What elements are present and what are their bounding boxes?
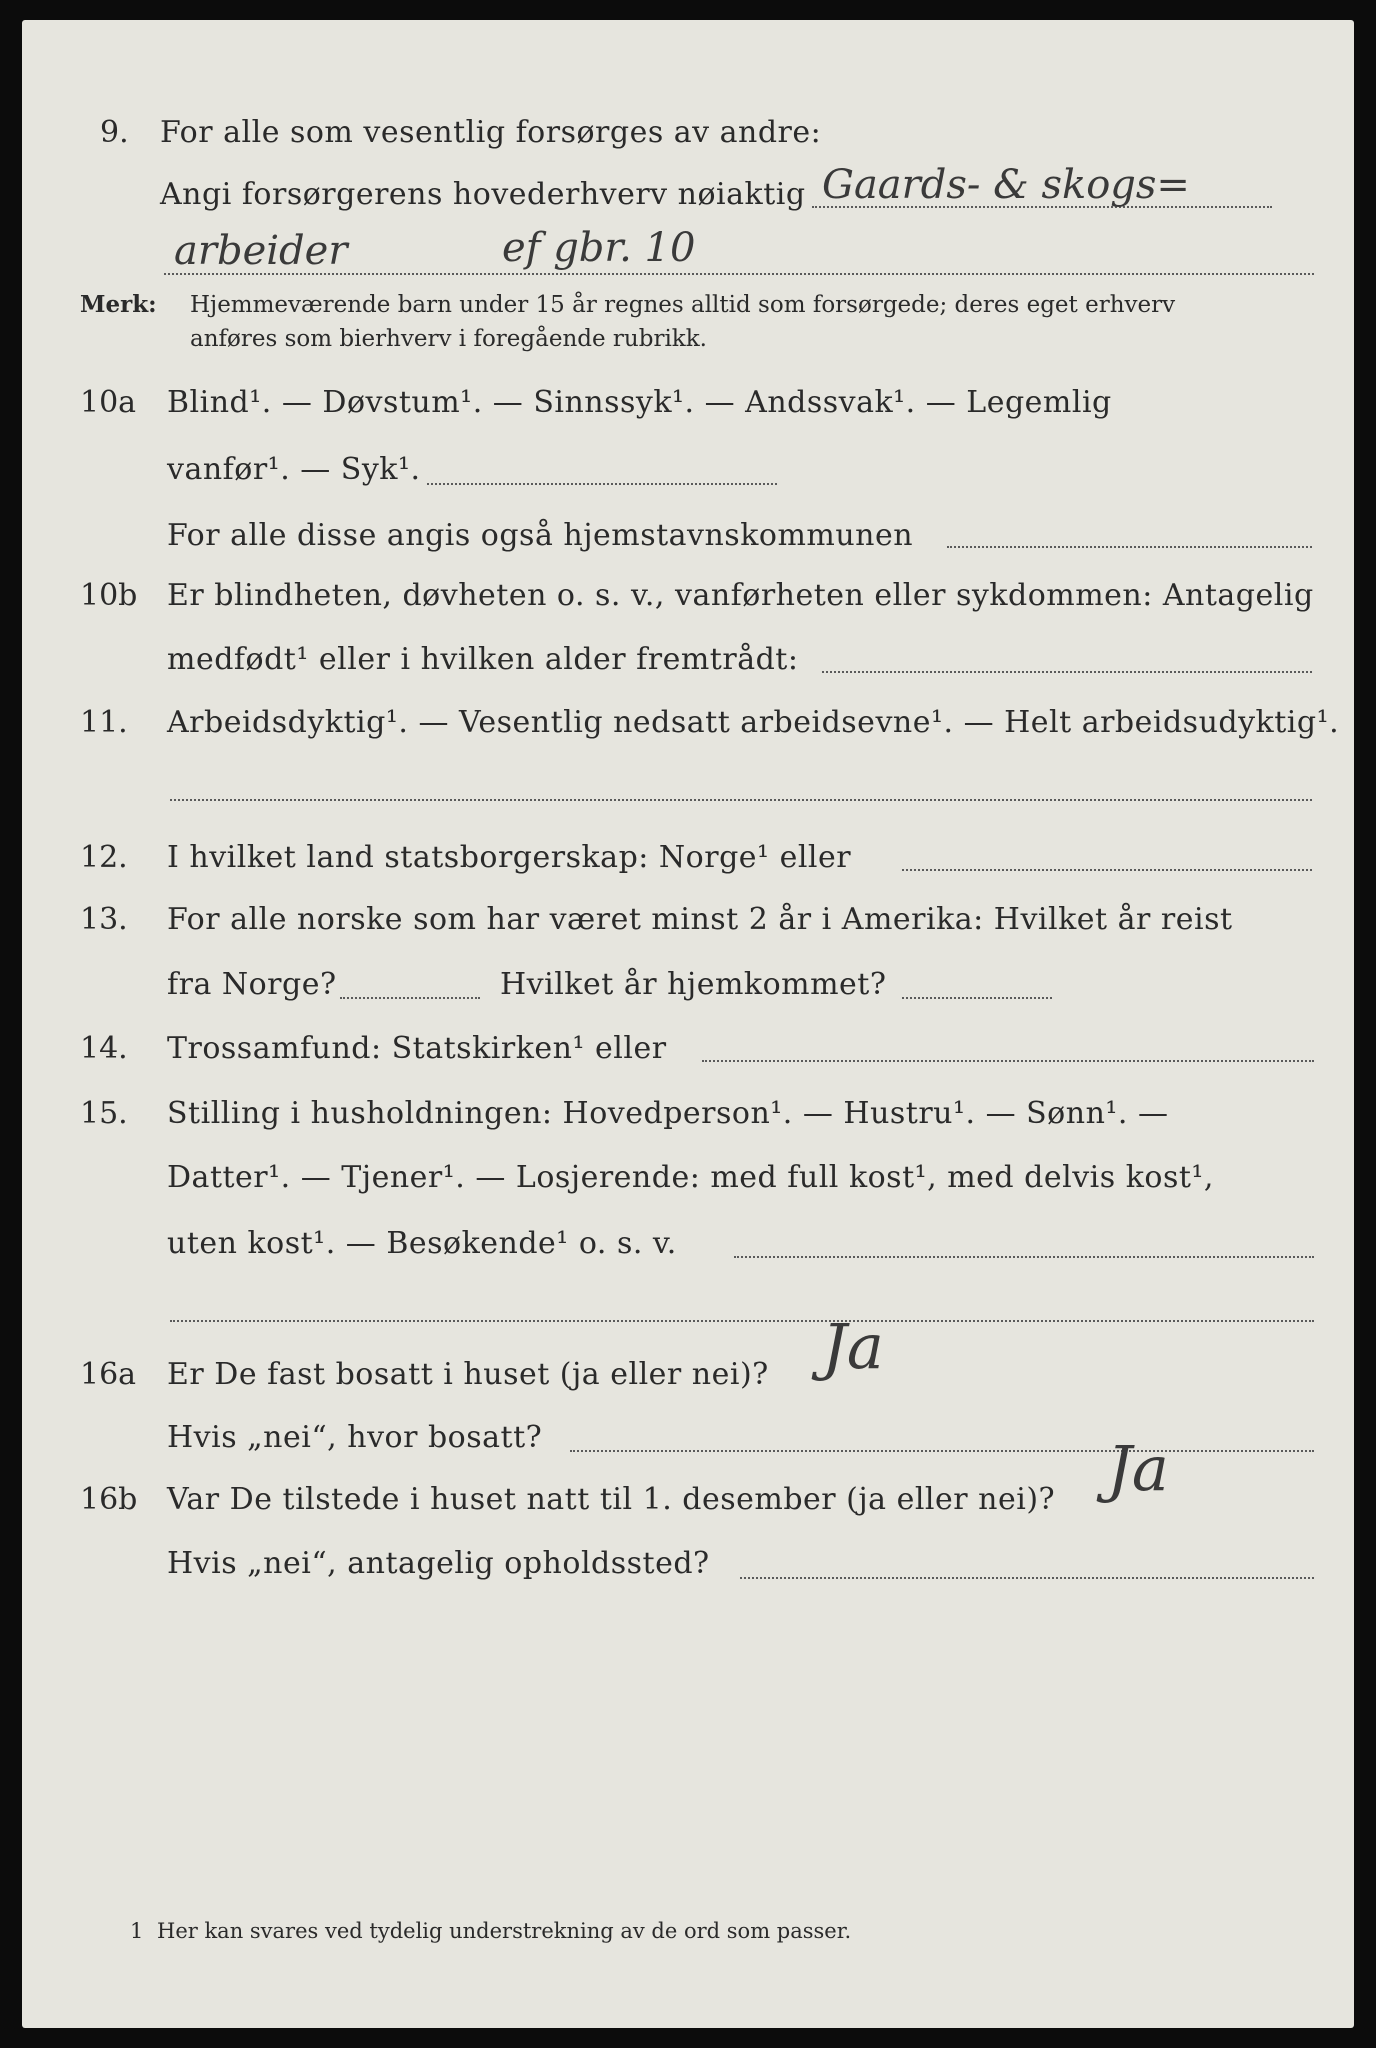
question-10a-answer-line-2 bbox=[947, 546, 1312, 548]
question-9-line-2: Angi forsørgerens hovederhverv nøiaktig bbox=[160, 177, 806, 212]
question-11-line-1: Arbeidsdyktig¹. — Vesentlig nedsatt arbeidsevne¹. — Helt arbeidsudyktig¹. bbox=[167, 705, 1340, 740]
question-9-handwritten-annotation: ef gbr. 10 bbox=[502, 225, 696, 271]
question-15-line-3: uten kost¹. — Besøkende¹ o. s. v. bbox=[167, 1226, 677, 1261]
question-11-answer-line bbox=[170, 799, 1312, 801]
question-9-number: 9. bbox=[100, 115, 129, 150]
note-line-1: Hjemmeværende barn under 15 år regnes alltid som forsørgede; deres eget erhverv bbox=[190, 292, 1176, 318]
question-16a-line-1: Er De fast bosatt i huset (ja eller nei)? bbox=[167, 1357, 769, 1392]
question-13-answer-line-1 bbox=[340, 997, 480, 999]
question-13-line-1: For alle norske som har været minst 2 år i Amerika: Hvilket år reist bbox=[167, 902, 1233, 937]
question-15-line-2: Datter¹. — Tjener¹. — Losjerende: med full kost¹, med delvis kost¹, bbox=[167, 1160, 1214, 1195]
question-16a-number: 16a bbox=[80, 1357, 137, 1392]
question-10a-line-3: For alle disse angis også hjemstavnskommunen bbox=[167, 518, 914, 553]
question-10a-line-2: vanfør¹. — Syk¹. bbox=[167, 452, 421, 487]
question-16b-handwritten-answer: Ja bbox=[1107, 1432, 1169, 1505]
question-15-answer-line-1 bbox=[734, 1256, 1314, 1258]
census-form-page bbox=[22, 20, 1354, 2028]
question-15-line-1: Stilling i husholdningen: Hovedperson¹. — Hustru¹. — Sønn¹. — bbox=[167, 1096, 1169, 1131]
question-15-answer-line-2 bbox=[170, 1320, 1314, 1322]
question-10b-answer-line bbox=[822, 671, 1312, 673]
question-9-line-1: For alle som vesentlig forsørges av andre: bbox=[160, 115, 822, 150]
question-10b-number: 10b bbox=[80, 578, 138, 613]
question-16a-handwritten-answer: Ja bbox=[822, 1310, 884, 1383]
question-16a-answer-line bbox=[570, 1450, 1314, 1452]
question-16b-number: 16b bbox=[80, 1482, 138, 1517]
question-16b-line-2: Hvis „nei“, antagelig opholdssted? bbox=[167, 1546, 710, 1581]
question-9-handwritten-answer-1: Gaards- & skogs= bbox=[822, 162, 1190, 208]
question-16b-line-1: Var De tilstede i huset natt til 1. desember (ja eller nei)? bbox=[167, 1482, 1056, 1517]
note-line-2: anføres som bierhverv i foregående rubrikk. bbox=[190, 326, 707, 352]
question-15-number: 15. bbox=[80, 1096, 128, 1131]
question-11-number: 11. bbox=[80, 705, 128, 740]
question-10a-number: 10a bbox=[80, 385, 137, 420]
question-16b-answer-line bbox=[740, 1577, 1314, 1579]
footnote-text: Her kan svares ved tydelig understrekning av de ord som passer. bbox=[157, 1919, 852, 1943]
question-10a-answer-line-1 bbox=[427, 483, 777, 485]
question-12-answer-line bbox=[902, 869, 1312, 871]
question-14-line-1: Trossamfund: Statskirken¹ eller bbox=[167, 1031, 667, 1066]
footnote-marker: 1 bbox=[130, 1919, 144, 1943]
question-10b-line-2: medfødt¹ eller i hvilken alder fremtrådt: bbox=[167, 642, 799, 677]
question-13-line-2b: Hvilket år hjemkommet? bbox=[500, 967, 887, 1002]
question-13-line-2a: fra Norge? bbox=[167, 967, 337, 1002]
question-16a-line-2: Hvis „nei“, hvor bosatt? bbox=[167, 1420, 543, 1455]
question-14-number: 14. bbox=[80, 1031, 128, 1066]
question-12-number: 12. bbox=[80, 840, 128, 875]
question-13-answer-line-2 bbox=[902, 997, 1052, 999]
question-10a-line-1: Blind¹. — Døvstum¹. — Sinnssyk¹. — Andssvak¹. — Legemlig bbox=[167, 385, 1112, 420]
question-10b-line-1: Er blindheten, døvheten o. s. v., vanførheten eller sykdommen: Antagelig bbox=[167, 578, 1314, 613]
question-9-handwritten-answer-2: arbeider bbox=[174, 228, 348, 274]
note-label: Merk: bbox=[80, 291, 157, 318]
question-12-line-1: I hvilket land statsborgerskap: Norge¹ eller bbox=[167, 840, 852, 875]
question-14-answer-line bbox=[702, 1060, 1314, 1062]
question-13-number: 13. bbox=[80, 902, 128, 937]
